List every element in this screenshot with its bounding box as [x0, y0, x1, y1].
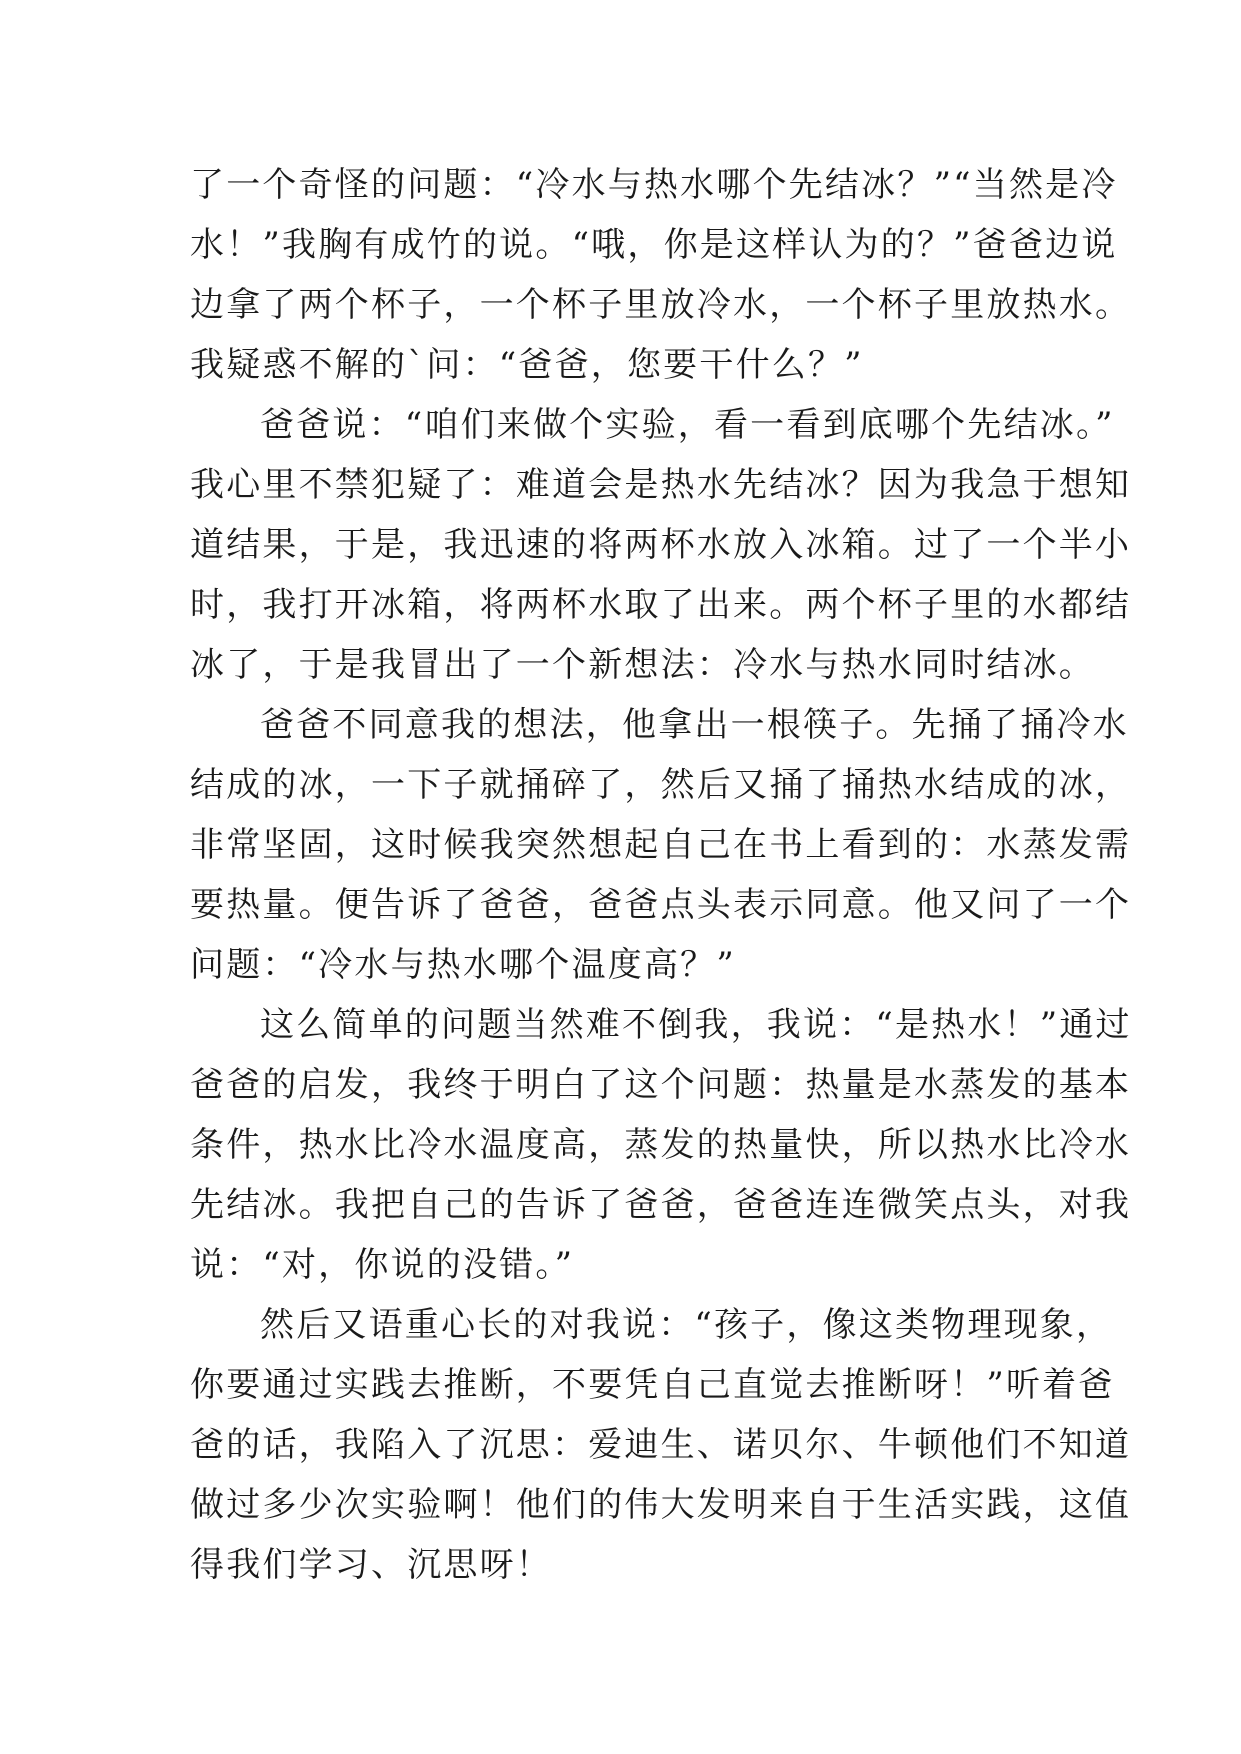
text-line: 要热量。便告诉了爸爸，爸爸点头表示同意。他又问了一个	[190, 885, 1132, 925]
text-line: 结成的冰，一下子就捅碎了，然后又捅了捅热水结成的冰，	[190, 765, 1132, 805]
text-line: 我心里不禁犯疑了：难道会是热水先结冰？因为我急于想知	[190, 465, 1132, 505]
text-line: 冰了，于是我冒出了一个新想法：冷水与热水同时结冰。	[190, 645, 1095, 685]
text-line: 了一个奇怪的问题：“冷水与热水哪个先结冰？”“当然是冷	[190, 165, 1118, 205]
text-line: 水！”我胸有成竹的说。“哦，你是这样认为的？”爸爸边说	[190, 225, 1118, 265]
paragraph-first-line: 爸爸说：“咱们来做个实验，看一看到底哪个先结冰。”	[260, 405, 1115, 445]
text-line: 条件，热水比冷水温度高，蒸发的热量快，所以热水比冷水	[190, 1125, 1132, 1165]
paragraph-first-line: 爸爸不同意我的想法，他拿出一根筷子。先捅了捅冷水	[260, 705, 1129, 745]
text-line: 我疑惑不解的`问：“爸爸，您要干什么？”	[190, 345, 864, 385]
body-text	[190, 155, 1132, 1595]
text-line: 问题：“冷水与热水哪个温度高？”	[190, 945, 736, 985]
text-line: 你要通过实践去推断，不要凭自己直觉去推断呀！”听着爸	[190, 1365, 1115, 1405]
text-line: 先结冰。我把自己的告诉了爸爸，爸爸连连微笑点头，对我	[190, 1185, 1132, 1225]
text-line: 爸爸的启发，我终于明白了这个问题：热量是水蒸发的基本	[190, 1065, 1132, 1105]
paragraph-first-line: 然后又语重心长的对我说：“孩子，像这类物理现象，	[260, 1305, 1113, 1345]
text-line: 说：“对，你说的没错。”	[190, 1245, 575, 1285]
text-line: 做过多少次实验啊！他们的伟大发明来自于生活实践，这值	[190, 1485, 1132, 1525]
text-line: 道结果，于是，我迅速的将两杯水放入冰箱。过了一个半小	[190, 525, 1132, 565]
text-line: 时，我打开冰箱，将两杯水取了出来。两个杯子里的水都结	[190, 585, 1132, 625]
text-line: 非常坚固，这时候我突然想起自己在书上看到的：水蒸发需	[190, 825, 1132, 865]
text-line: 边拿了两个杯子，一个杯子里放冷水，一个杯子里放热水。	[190, 285, 1132, 325]
text-line: 得我们学习、沉思呀！	[190, 1545, 552, 1585]
paragraph-first-line: 这么简单的问题当然难不倒我，我说：“是热水！”通过	[260, 1005, 1132, 1045]
text-line: 爸的话，我陷入了沉思：爱迪生、诺贝尔、牛顿他们不知道	[190, 1425, 1132, 1465]
